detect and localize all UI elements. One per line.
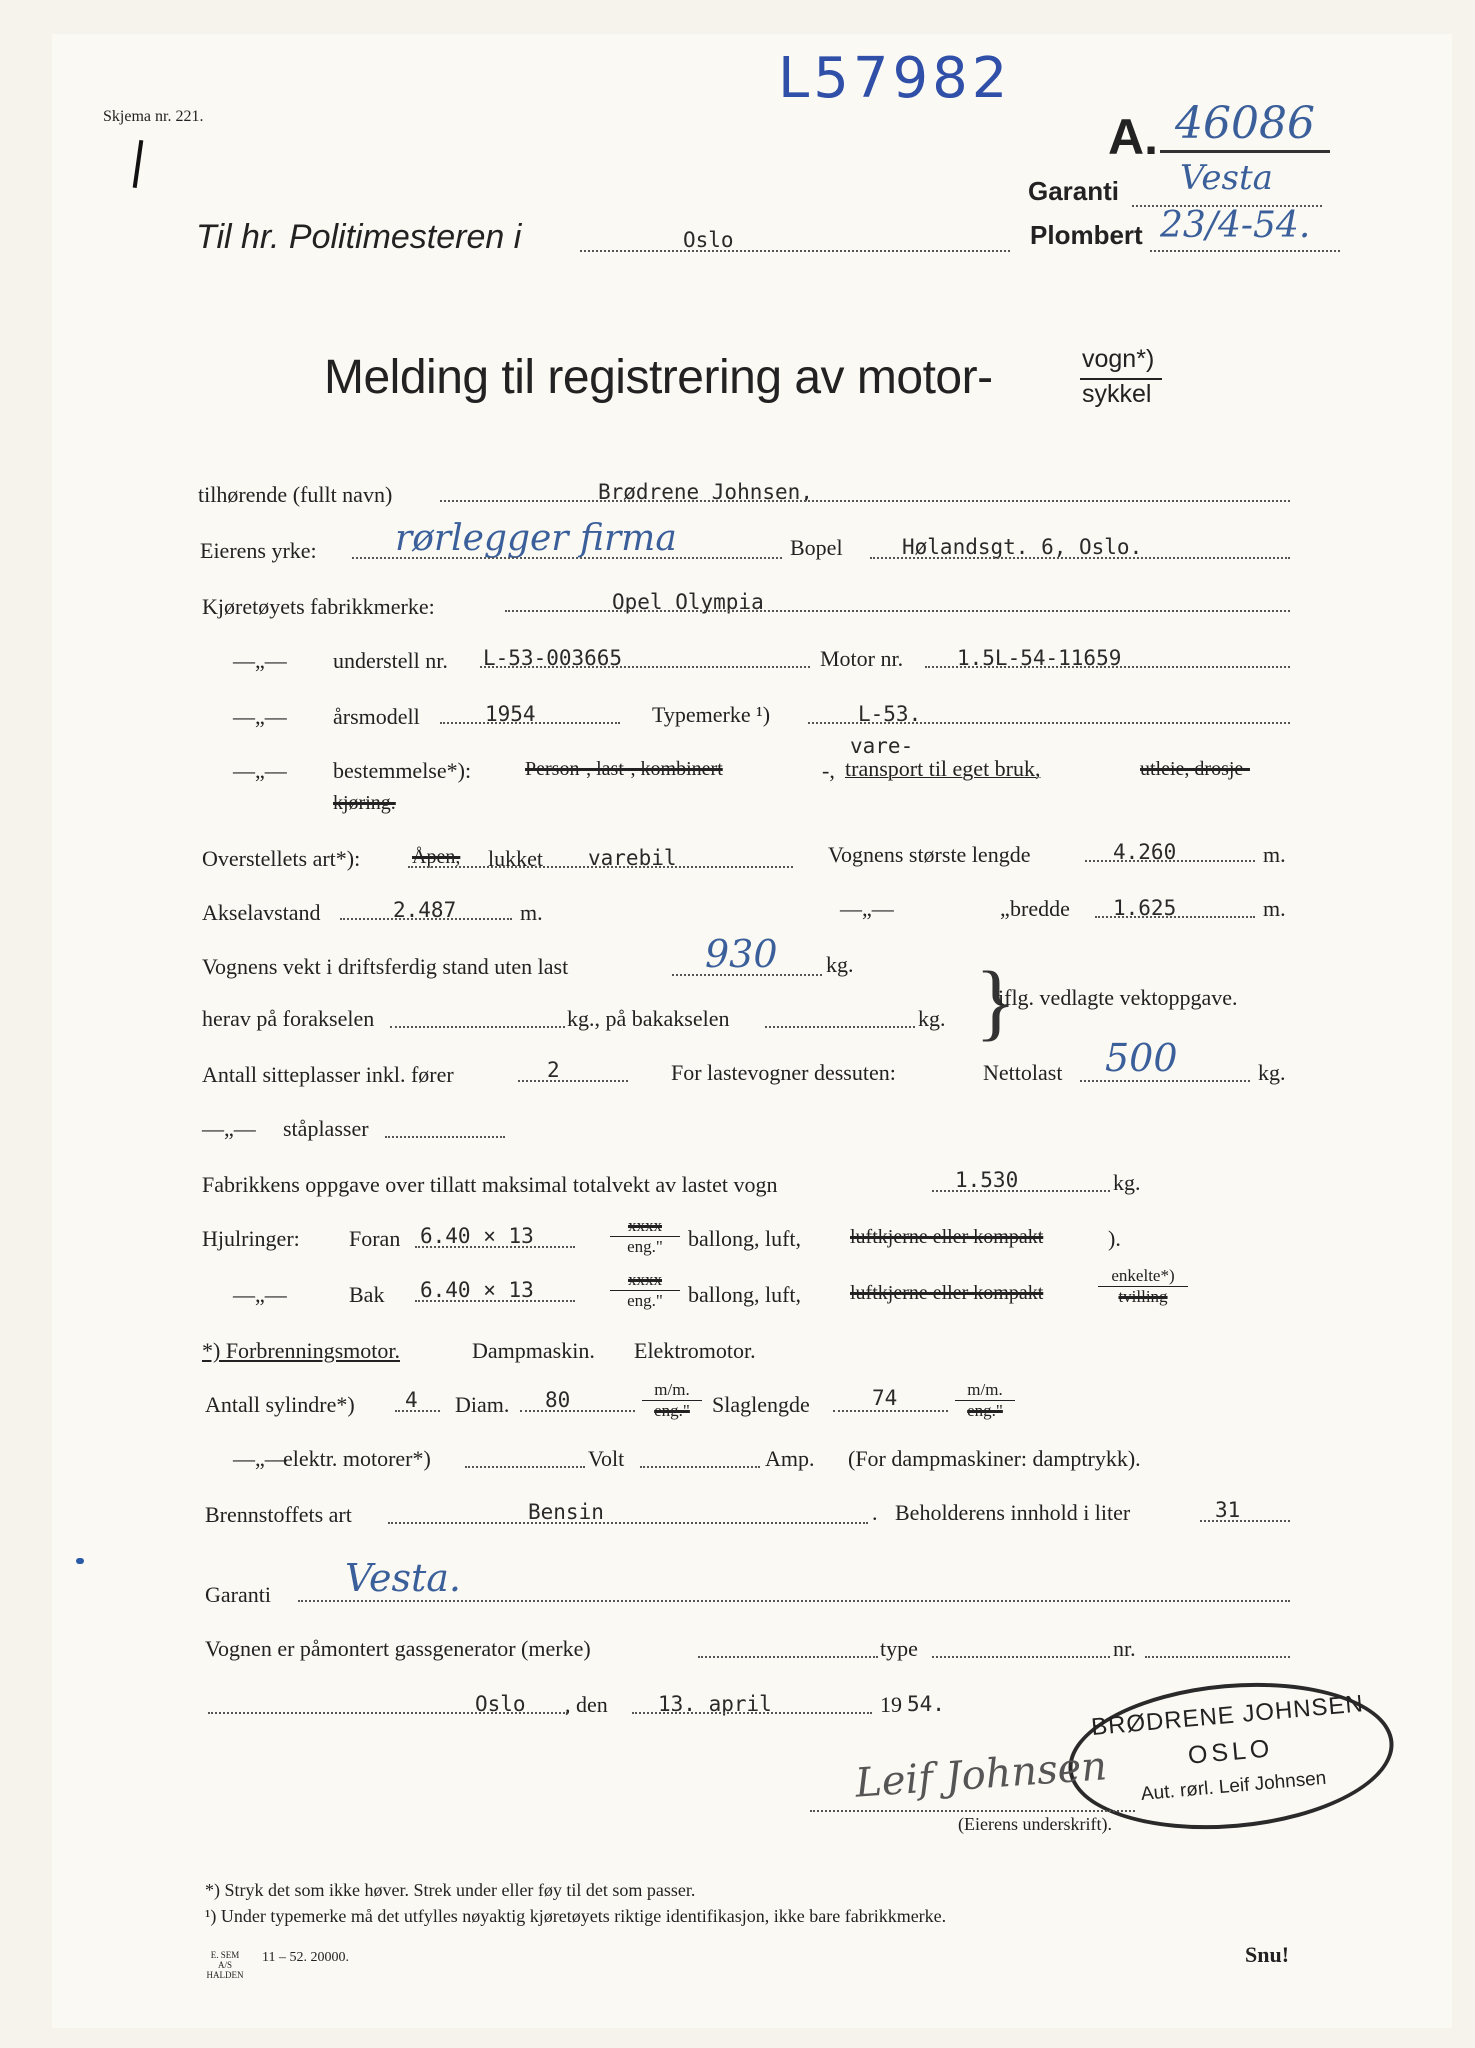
max-weight-value: 1.530: [955, 1168, 1019, 1192]
front-unit-top: xxxx: [628, 1216, 662, 1235]
turn-over: Snu!: [1245, 1942, 1290, 1967]
fuel-line: [388, 1522, 868, 1524]
cylinders-value: 4: [405, 1388, 418, 1412]
city-line: [580, 250, 1010, 252]
schema-number: Skjema nr. 221.: [103, 108, 204, 125]
plombert-label: Plombert: [1030, 220, 1143, 250]
purpose-struck-driving: kjøring.: [333, 792, 396, 814]
body-closed: lukket: [488, 846, 543, 871]
ditto-4: —„—: [840, 896, 894, 921]
weight-brace: }: [975, 953, 1017, 1049]
front-axle-label: herav på forakselen: [202, 1006, 375, 1031]
diam-unit: [642, 1380, 702, 1421]
sign-year-suffix: 54.: [907, 1692, 945, 1716]
gas-type-label: type: [880, 1636, 918, 1661]
purpose-struck-rental: utleie, drosje-: [1140, 758, 1250, 780]
sign-year-prefix: 19: [880, 1692, 902, 1717]
sign-place-line: [208, 1712, 568, 1714]
length-label: Vognens største lengde: [828, 842, 1031, 867]
tank-line: [1200, 1520, 1290, 1522]
signature-caption: (Eierens underskrift).: [958, 1814, 1112, 1834]
residence-line: [870, 557, 1290, 559]
stroke-value: 74: [872, 1386, 898, 1410]
make-label: Kjøretøyets fabrikkmerke:: [202, 594, 435, 619]
purpose-vare: vare-: [850, 734, 914, 758]
length-value: 4.260: [1113, 840, 1177, 864]
ditto-1: —„—: [233, 648, 287, 673]
width-line: [1095, 916, 1255, 918]
standing-label: ståplasser: [283, 1116, 369, 1141]
body-label: Overstellets art*):: [202, 846, 361, 871]
netload-label: Nettolast: [983, 1060, 1063, 1085]
twin-selection: [1098, 1266, 1188, 1307]
width-unit: m.: [1263, 896, 1286, 921]
front-tire-struck: luftkjerne eller kompakt: [850, 1226, 1044, 1248]
body-line: [408, 866, 793, 868]
length-unit: m.: [1263, 842, 1286, 867]
wheelbase-unit: m.: [520, 900, 543, 925]
wheelbase-label: Akselavstand: [202, 900, 321, 925]
rear-label: Bak: [349, 1282, 385, 1307]
stamp-company: BRØDRENE JOHNSEN: [1090, 1690, 1365, 1742]
width-quote: „: [1000, 896, 1010, 921]
purpose-struck-categories: Person-, last-, kombinert: [525, 758, 723, 780]
engine-type-combustion: [202, 1338, 400, 1364]
ink-mark: [76, 1558, 84, 1564]
tvilling-option: tvilling: [1098, 1286, 1188, 1307]
gas-line: [698, 1656, 878, 1658]
max-weight-line: [932, 1190, 1110, 1192]
guarantee-label: Garanti: [205, 1582, 271, 1607]
type-label: Typemerke ¹): [652, 702, 771, 727]
engine-type-combustion-text: *) Forbrenningsmotor.: [202, 1338, 400, 1363]
wheelbase-value: 2.487: [393, 898, 457, 922]
type-value: L-53.: [858, 702, 922, 726]
owner-value: Brødrene Johnsen,: [598, 480, 813, 504]
purpose-label: bestemmelse*):: [333, 758, 472, 783]
signature-line: [810, 1810, 1135, 1812]
rear-unit-bottom: eng.": [610, 1290, 680, 1311]
a-number: 46086: [1175, 98, 1315, 149]
purpose-comma: -,: [822, 758, 835, 783]
occupation-value: rørlegger firma: [395, 518, 677, 559]
rear-tire-value: 6.40 × 13: [420, 1278, 534, 1302]
volt-label: Volt: [588, 1446, 625, 1471]
netload-unit: kg.: [1258, 1060, 1286, 1085]
owner-line: [440, 500, 1290, 502]
front-tire-line: [415, 1246, 575, 1248]
tank-label: Beholderens innhold i liter: [895, 1500, 1131, 1525]
netload-line: [1080, 1080, 1250, 1082]
sign-place: Oslo: [475, 1692, 526, 1716]
chassis-label: understell nr.: [333, 648, 448, 673]
netload-value: 500: [1105, 1036, 1178, 1080]
fuel-value: Bensin: [528, 1500, 604, 1524]
body-value: varebil: [588, 846, 677, 870]
front-unit-bottom: eng.": [610, 1236, 680, 1257]
a-label: A.: [1108, 109, 1158, 165]
max-weight-label: Fabrikkens oppgave over tillatt maksimal totalvekt av lastet vogn: [202, 1172, 778, 1197]
sign-date: 13. april: [658, 1692, 772, 1716]
gas-type-line: [932, 1656, 1110, 1658]
guarantee-line: [298, 1600, 1290, 1602]
type-line: [808, 722, 1290, 724]
width-value: 1.625: [1113, 896, 1177, 920]
stroke-label: Slaglengde: [712, 1392, 810, 1417]
footnote-2: ¹) Under typemerke må det utfylles nøyaktig kjøretøyets riktige identifikasjon, ikke bare fabrikkmerke.: [205, 1906, 947, 1926]
body-struck-open: Åpen,: [412, 846, 461, 868]
title-vogn: vogn*): [1082, 345, 1155, 373]
title-sykkel: sykkel: [1082, 380, 1152, 408]
weight-value: 930: [705, 932, 778, 976]
front-tire-value: 6.40 × 13: [420, 1224, 534, 1248]
front-label: Foran: [349, 1226, 401, 1251]
occupation-label: Eierens yrke:: [200, 538, 317, 563]
rear-tire-struck: luftkjerne eller kompakt: [850, 1282, 1044, 1304]
amp-label: Amp.: [765, 1446, 815, 1471]
weight-unit: kg.: [826, 952, 854, 977]
occupation-line: [352, 557, 782, 559]
a-underline: [1160, 150, 1330, 153]
gas-nr-label: nr.: [1113, 1636, 1136, 1661]
tires-label: Hjulringer:: [202, 1226, 300, 1251]
plombert-line: [1150, 250, 1340, 252]
year-line: [440, 722, 620, 724]
plombert-value: 23/4-54.: [1160, 205, 1311, 246]
seats-label: Antall sitteplasser inkl. fører: [202, 1062, 454, 1087]
stroke-unit-top: m/m.: [967, 1380, 1003, 1399]
sign-den: , den: [565, 1692, 608, 1717]
chassis-line: [480, 666, 810, 668]
electric-label: elektr. motorer*): [283, 1446, 431, 1471]
handwritten-registration-number: L57982: [778, 46, 1012, 111]
electric-line: [465, 1466, 585, 1468]
rear-tire-unit: [610, 1270, 680, 1311]
ditto-7: —„—: [233, 1446, 287, 1471]
year-value: 1954: [485, 702, 536, 726]
owner-label: tilhørende (fullt navn): [198, 482, 393, 507]
front-axle-line: [390, 1026, 565, 1028]
year-label: årsmodell: [333, 704, 420, 729]
enkelte-option: enkelte*): [1111, 1266, 1175, 1285]
diam-line: [520, 1410, 635, 1412]
cylinders-label: Antall sylindre*): [205, 1392, 355, 1417]
purpose-value: transport til eget bruk,: [845, 756, 1041, 781]
stamp-owner: Aut. rørl. Leif Johnsen: [1140, 1767, 1328, 1805]
seats-line: [518, 1080, 628, 1082]
width-label: bredde: [1010, 896, 1070, 921]
diam-unit-top: m/m.: [654, 1380, 690, 1399]
addressee: Til hr. Politimesteren i: [196, 218, 522, 256]
guarantee-value: Vesta.: [345, 1556, 461, 1600]
ditto-3: —„—: [233, 758, 287, 783]
form-title: Melding til registrering av motor-: [324, 351, 993, 404]
footnote-1: *) Stryk det som ikke høver. Strek under eller føy til det som passer.: [205, 1880, 696, 1900]
weight-note: iflg. vedlagte vektoppgave.: [998, 985, 1238, 1010]
weight-line: [672, 974, 822, 976]
stamp-city: OSLO: [1186, 1734, 1275, 1770]
volt-line: [640, 1466, 760, 1468]
fuel-dot: .: [872, 1500, 878, 1525]
ditto-6: —„—: [233, 1282, 287, 1307]
fuel-label: Brennstoffets art: [205, 1502, 352, 1527]
rear-axle-line: [765, 1026, 915, 1028]
trucks-label: For lastevogner dessuten:: [671, 1060, 896, 1085]
length-line: [1085, 860, 1255, 862]
max-weight-unit: kg.: [1113, 1170, 1141, 1195]
standing-line: [385, 1136, 505, 1138]
stroke-line: [833, 1410, 948, 1412]
front-tire-type: ballong, luft,: [688, 1226, 802, 1251]
residence-label: Bopel: [790, 535, 843, 560]
city: Oslo: [683, 228, 734, 252]
steam-label: (For dampmaskiner: damptrykk).: [848, 1446, 1141, 1471]
motor-label: Motor nr.: [820, 646, 904, 671]
rear-tire-line: [415, 1300, 575, 1302]
front-close-paren: ).: [1108, 1226, 1121, 1251]
handwritten-signature: Leif Johnsen: [853, 1743, 1109, 1807]
garanti-value: Vesta: [1180, 158, 1273, 198]
motor-value: 1.5L-54-11659: [957, 646, 1122, 670]
printer-mark: E. SEM A/S HALDEN: [206, 1950, 244, 1980]
rear-axle-label: kg., på bakakselen: [567, 1006, 730, 1031]
rear-tire-type: ballong, luft,: [688, 1282, 802, 1307]
ditto-2: —„—: [233, 704, 287, 729]
front-tire-unit: [610, 1216, 680, 1257]
residence-value: Hølandsgt. 6, Oslo.: [902, 535, 1143, 559]
rear-axle-unit: kg.: [918, 1006, 946, 1031]
motor-line: [925, 666, 1290, 668]
garanti-label: Garanti: [1028, 176, 1120, 206]
wheelbase-line: [340, 918, 512, 920]
engine-type-electric: Elektromotor.: [634, 1338, 756, 1363]
diam-label: Diam.: [455, 1392, 510, 1417]
ditto-5: —„—: [202, 1116, 256, 1141]
weight-label: Vognens vekt i driftsferdig stand uten last: [202, 954, 569, 979]
tank-value: 31: [1215, 1498, 1241, 1522]
seats-value: 2: [547, 1058, 560, 1082]
stroke-unit: [955, 1380, 1015, 1421]
diam-unit-bottom: eng.": [642, 1400, 702, 1421]
make-line: [505, 610, 1290, 612]
stroke-unit-bottom: eng.": [955, 1400, 1015, 1421]
diam-value: 80: [545, 1388, 571, 1412]
gas-label: Vognen er påmontert gassgenerator (merke): [205, 1636, 591, 1661]
make-value: Opel Olympia: [612, 590, 764, 614]
engine-type-steam: Dampmaskin.: [472, 1338, 595, 1363]
sign-date-line: [632, 1712, 872, 1714]
gas-nr-line: [1145, 1656, 1290, 1658]
print-info: 11 – 52. 20000.: [262, 1950, 349, 1965]
cylinders-line: [395, 1410, 440, 1412]
rear-unit-top: xxxx: [628, 1270, 662, 1289]
chassis-value: L-53-003665: [483, 646, 623, 670]
